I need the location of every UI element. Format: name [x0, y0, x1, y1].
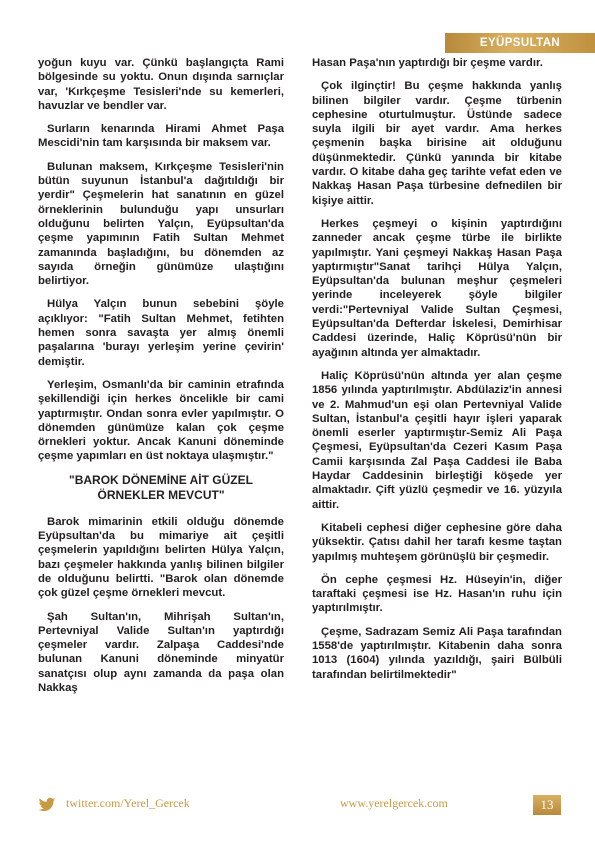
paragraph: Ön cephe çeşmesi Hz. Hüseyin'in, diğer taraftaki çeşmesi ise Hz. Hasan'ın ruhu için yaptırılmıştır. [312, 573, 562, 615]
paragraph: Yerleşim, Osmanlı'da bir caminin etrafında şekillendiği için herkes öncelikle bir cami yaptırmıştır. Ondan sonra evler yapılmıştır. O dönemden günümüze kalan çok çeşme örnekleri yoktur. Ancak Kanuni döneminde çeşme yapımları en üst noktaya ulaşmıştır." [38, 378, 284, 463]
section-banner [445, 33, 595, 53]
left-column [38, 56, 284, 704]
paragraph: Şah Sultan'ın, Mihrişah Sultan'ın, Pertevniyal Valide Sultan'ın yaptırdığı çeşmeler vardır. Zalpaşa Caddesi'nde bulunan Kanuni döneminde minyatür sanatçısı olup aynı zamanda da paşa olan Nakkaş [38, 610, 284, 694]
paragraph: Surların kenarında Hirami Ahmet Paşa Mescidi'nin tam karşısında bir maksem var. [38, 123, 284, 150]
page-number-box [533, 795, 561, 815]
paragraph: yoğun kuyu var. Çünkü başlangıçta Rami bölgesinde su yoktu. Onun dışında sarnıçlar var, 'Kırkçeşme Tesisleri'nde su kemerleri, havuzlar ve bendler var. [38, 57, 284, 112]
paragraph: Haliç Köprüsü'nün altında yer alan çeşme 1856 yılında yaptırılmıştır. Abdülaziz'in annesi ve 2. Mahmud'un eşi olan Pertevniyal Valide Sultan, İstanbul'a çeşitli hayır işleri yaparak önemli eserler yaptırmıştır-Semiz Ali Paşa Çeşmesi, Eyüpsultan'da Cezeri Kasım Paşa Camii karşısında Zal Paşa Caddesi ile Baba Haydar Caddesinin birleştiği köşede yer almaktadır. Çift yüzlü çeşmedir ve 16. yüzyıla aittir. [312, 369, 562, 511]
paragraph: Hasan Paşa'nın yaptırdığı bir çeşme vardır. [312, 57, 543, 69]
paragraph: Herkes çeşmeyi o kişinin yaptırdığını zanneder ancak çeşme türbe ile birlikte yapılmıştır. Yani çeşmeyi Nakkaş Hasan Paşa yaptırmıştır"Sanat tarihçi Hülya Yalçın, Eyüpsultan'da bulunan meşhur çeşmeleri yerinde inceleyerek şöyle bilgiler verdi:"Pertevniyal Valide Sultan Çeşmesi, Eyüpsultan'da Defterdar İskelesi, Demirhisar Caddesi üzerinde, Haliç Köprüsü'nün bir ayağının altında yer almaktadır. [312, 217, 562, 359]
paragraph: Çok ilginçtir! Bu çeşme hakkında yanlış bilinen bilgiler vardır. Çeşme türbenin cephesine oturtulmuştur. Üstünde sadece suyla ilgili bir ayet vardır. Ama herkes çeşmenin başka birisine ait olduğunu düşünmektedir. Çünkü yanında bir kitabe vardır. O kitabe daha geç tarihte vefat eden ve Nakkaş Hasan Paşa türbesine defnedilen bir kişiye aittir. [312, 80, 562, 207]
twitter-link[interactable]: twitter.com/Yerel_Gercek [66, 796, 190, 810]
page-number: 13 [540, 797, 554, 812]
paragraph: Çeşme, Sadrazam Semiz Ali Paşa tarafından 1558'de yaptırılmıştır. Kitabenin daha sonra 1013 (1604) yılında yazıldığı, şairi Bülbüli tarafından belirtilmektedir" [312, 625, 562, 681]
paragraph: Bulunan maksem, Kırkçeşme Tesisleri'nin bütün suyunun İstanbul'a dağıtıldığı bir yerdir" Çeşmelerin hat sanatının en güzel örneklerinin bulunduğu yapı unsurları olduğunu belirten Yalçın, Eyüpsultan'da çeşme yapımının Fatih Sultan Mehmet zamanında başladığını, bu dönemden az sayıda örneğin günümüze ulaştığını belirtiyor. [38, 160, 284, 288]
paragraph: Barok mimarinin etkili olduğu dönemde Eyüpsultan'da bu mimariye ait çeşitli çeşmelerin yapıldığını belirten Hülya Yalçın, bazı çeşmeler hakkında yanlış bilinen bilgiler de olduğunu belirtti. "Barok olan dönemde çok güzel çeşme örnekleri mevcut. [38, 515, 284, 600]
paragraph: Hülya Yalçın bunun sebebini şöyle açıklıyor: "Fatih Sultan Mehmet, fetihten hemen sonra savaşta yer almış önemli paşalarına 'burayı yerleşim yerine çevirin' demiştir. [38, 298, 284, 368]
section-heading: "BAROK DÖNEMİNE AİT GÜZEL ÖRNEKLER MEVCUT" [69, 472, 253, 502]
website-link[interactable]: www.yerelgercek.com [340, 796, 448, 810]
twitter-bird-icon [38, 797, 56, 813]
section-label: EYÜPSULTAN [479, 37, 561, 49]
right-column [312, 56, 562, 691]
paragraph: Kitabeli cephesi diğer cephesine göre daha yüksektir. Çatısı dahil her tarafı kesme taştan yapılmış muhteşem görünüşlü bir çeşmedir. [312, 521, 562, 563]
